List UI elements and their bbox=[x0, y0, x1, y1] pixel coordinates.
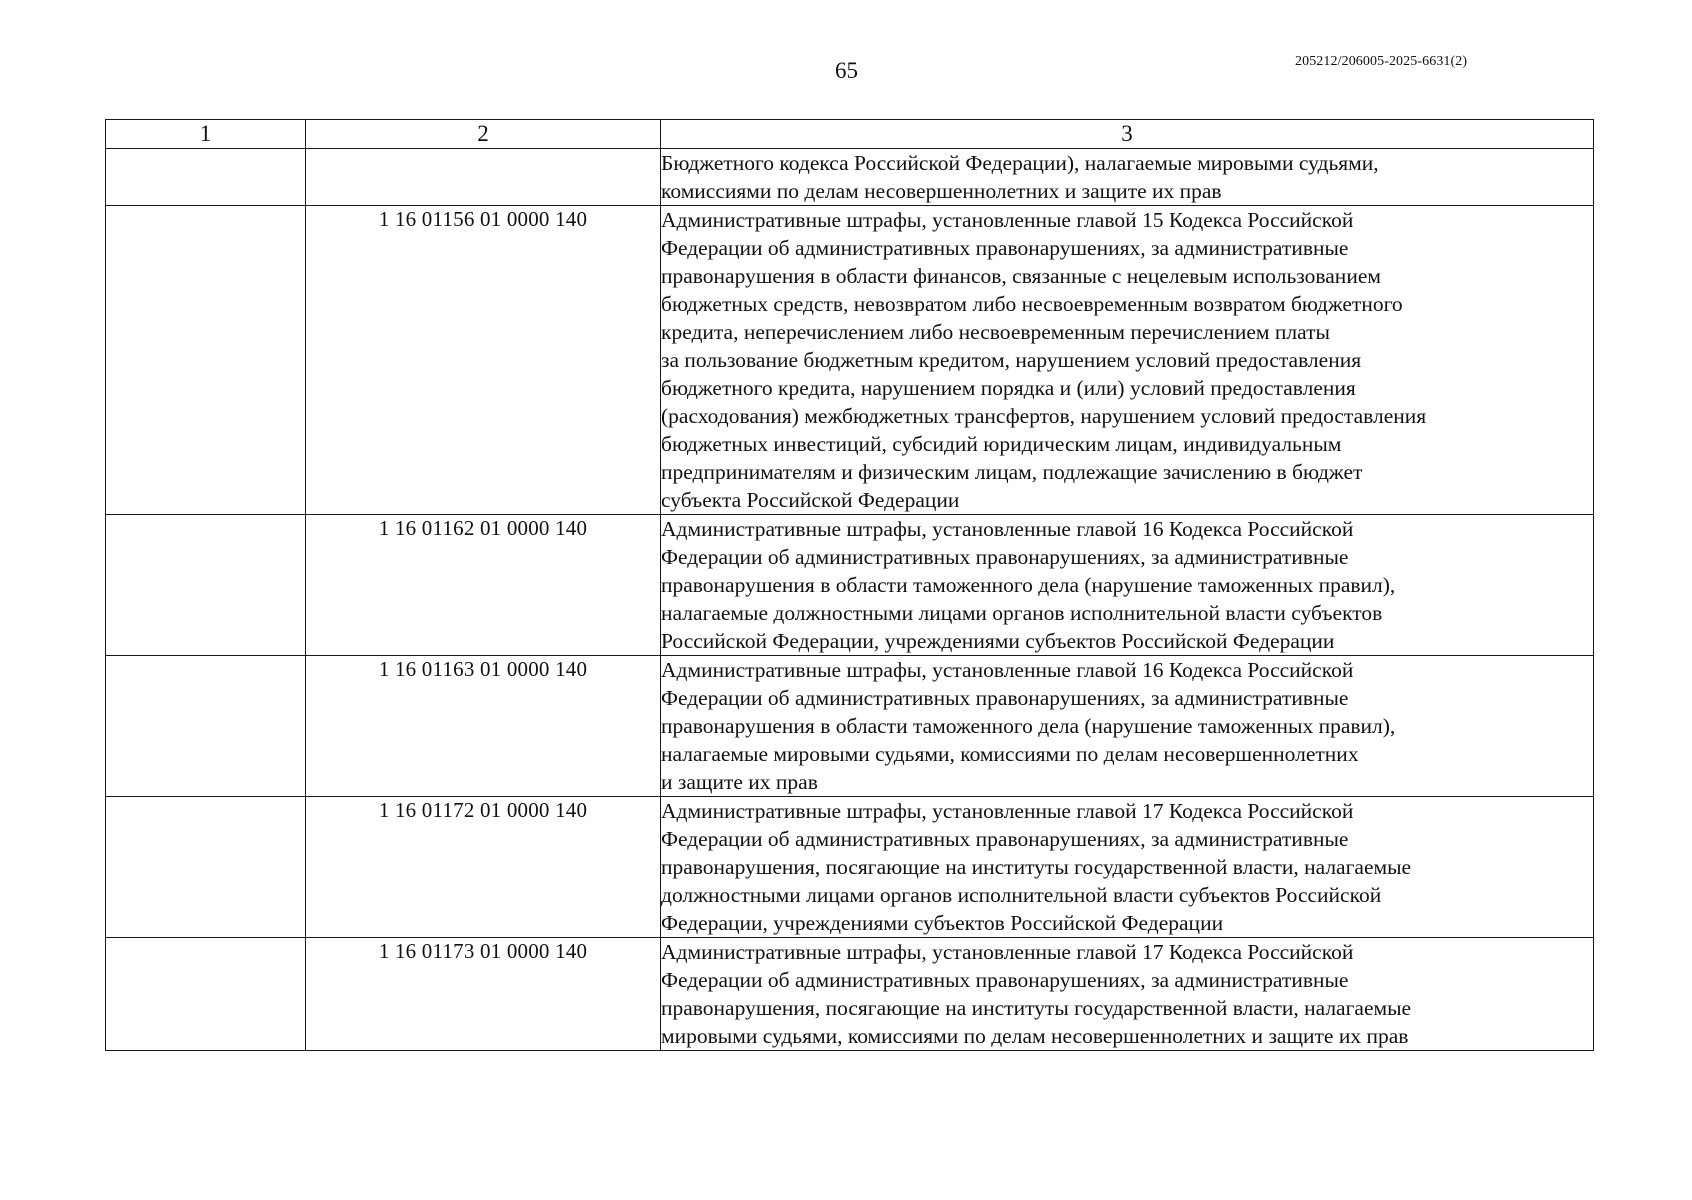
column-1-cell bbox=[106, 149, 306, 206]
description-line: Федерации об административных правонарушениях, за административные bbox=[661, 236, 1349, 260]
description-cell bbox=[661, 656, 1594, 797]
description-line: и защите их прав bbox=[661, 770, 818, 794]
description-line: бюджетных средств, невозвратом либо несвоевременным возвратом бюджетного bbox=[661, 292, 1403, 316]
description-line: бюджетного кредита, нарушением порядка и (или) условий предоставления bbox=[661, 376, 1356, 400]
column-header-1: 1 bbox=[106, 120, 306, 149]
budget-code-cell: 1 16 01172 01 0000 140 bbox=[306, 797, 661, 938]
column-header-2: 2 bbox=[306, 120, 661, 149]
table-row bbox=[106, 797, 1594, 938]
description-line: субъекта Российской Федерации bbox=[661, 488, 960, 512]
description-line: предпринимателям и физическим лицам, подлежащие зачислению в бюджет bbox=[661, 460, 1363, 484]
description-line: Административные штрафы, установленные главой 15 Кодекса Российской bbox=[661, 208, 1354, 232]
description-line: кредита, неперечислением либо несвоевременным перечислением платы bbox=[661, 320, 1330, 344]
description-line: Административные штрафы, установленные главой 16 Кодекса Российской bbox=[661, 517, 1354, 541]
description-line: Административные штрафы, установленные главой 17 Кодекса Российской bbox=[661, 940, 1354, 964]
budget-code-cell: 1 16 01173 01 0000 140 bbox=[306, 938, 661, 1051]
table-header-row bbox=[106, 120, 1594, 149]
description-cell bbox=[661, 938, 1594, 1051]
description-line: правонарушения, посягающие на институты государственной власти, налагаемые bbox=[661, 855, 1412, 879]
document-id: 205212/206005-2025-6631(2) bbox=[1295, 54, 1468, 69]
column-1-cell bbox=[106, 797, 306, 938]
budget-codes-table bbox=[105, 119, 1594, 1051]
description-line: правонарушения, посягающие на институты государственной власти, налагаемые bbox=[661, 996, 1412, 1020]
page-number: 65 bbox=[835, 58, 858, 83]
description-line: Административные штрафы, установленные главой 16 Кодекса Российской bbox=[661, 658, 1354, 682]
column-1-cell bbox=[106, 206, 306, 515]
description-cell bbox=[661, 206, 1594, 515]
column-1-cell bbox=[106, 656, 306, 797]
table-row bbox=[106, 656, 1594, 797]
description-line: налагаемые должностными лицами органов исполнительной власти субъектов bbox=[661, 601, 1383, 625]
description-line: Бюджетного кодекса Российской Федерации), налагаемые мировыми судьями, bbox=[661, 151, 1379, 175]
table-body bbox=[106, 149, 1594, 1051]
description-line: Федерации об административных правонарушениях, за административные bbox=[661, 686, 1349, 710]
description-line: Федерации об административных правонарушениях, за административные bbox=[661, 968, 1349, 992]
budget-code-cell bbox=[306, 149, 661, 206]
description-line: правонарушения в области таможенного дела (нарушение таможенных правил), bbox=[661, 714, 1396, 738]
budget-code-cell: 1 16 01163 01 0000 140 bbox=[306, 656, 661, 797]
column-1-cell bbox=[106, 938, 306, 1051]
description-cell bbox=[661, 149, 1594, 206]
description-line: Федерации об административных правонарушениях, за административные bbox=[661, 545, 1349, 569]
description-line: (расходования) межбюджетных трансфертов, нарушением условий предоставления bbox=[661, 404, 1427, 428]
description-cell bbox=[661, 797, 1594, 938]
table-row bbox=[106, 515, 1594, 656]
column-header-3: 3 bbox=[661, 120, 1594, 149]
budget-code-cell: 1 16 01156 01 0000 140 bbox=[306, 206, 661, 515]
table-row bbox=[106, 149, 1594, 206]
description-line: Федерации, учреждениями субъектов Российской Федерации bbox=[661, 911, 1224, 935]
description-cell bbox=[661, 515, 1594, 656]
table-row bbox=[106, 938, 1594, 1051]
description-line: должностными лицами органов исполнительной власти субъектов Российской bbox=[661, 883, 1382, 907]
description-line: мировыми судьями, комиссиями по делам несовершеннолетних и защите их прав bbox=[661, 1024, 1409, 1048]
column-1-cell bbox=[106, 515, 306, 656]
description-line: за пользование бюджетным кредитом, нарушением условий предоставления bbox=[661, 348, 1362, 372]
description-line: Российской Федерации, учреждениями субъектов Российской Федерации bbox=[661, 629, 1335, 653]
description-line: Административные штрафы, установленные главой 17 Кодекса Российской bbox=[661, 799, 1354, 823]
description-line: правонарушения в области таможенного дела (нарушение таможенных правил), bbox=[661, 573, 1396, 597]
table-row bbox=[106, 206, 1594, 515]
description-line: Федерации об административных правонарушениях, за административные bbox=[661, 827, 1349, 851]
description-line: комиссиями по делам несовершеннолетних и защите их прав bbox=[661, 179, 1222, 203]
description-line: бюджетных инвестиций, субсидий юридическим лицам, индивидуальным bbox=[661, 432, 1342, 456]
description-line: правонарушения в области финансов, связанные с нецелевым использованием bbox=[661, 264, 1381, 288]
budget-code-cell: 1 16 01162 01 0000 140 bbox=[306, 515, 661, 656]
description-line: налагаемые мировыми судьями, комиссиями по делам несовершеннолетних bbox=[661, 742, 1359, 766]
